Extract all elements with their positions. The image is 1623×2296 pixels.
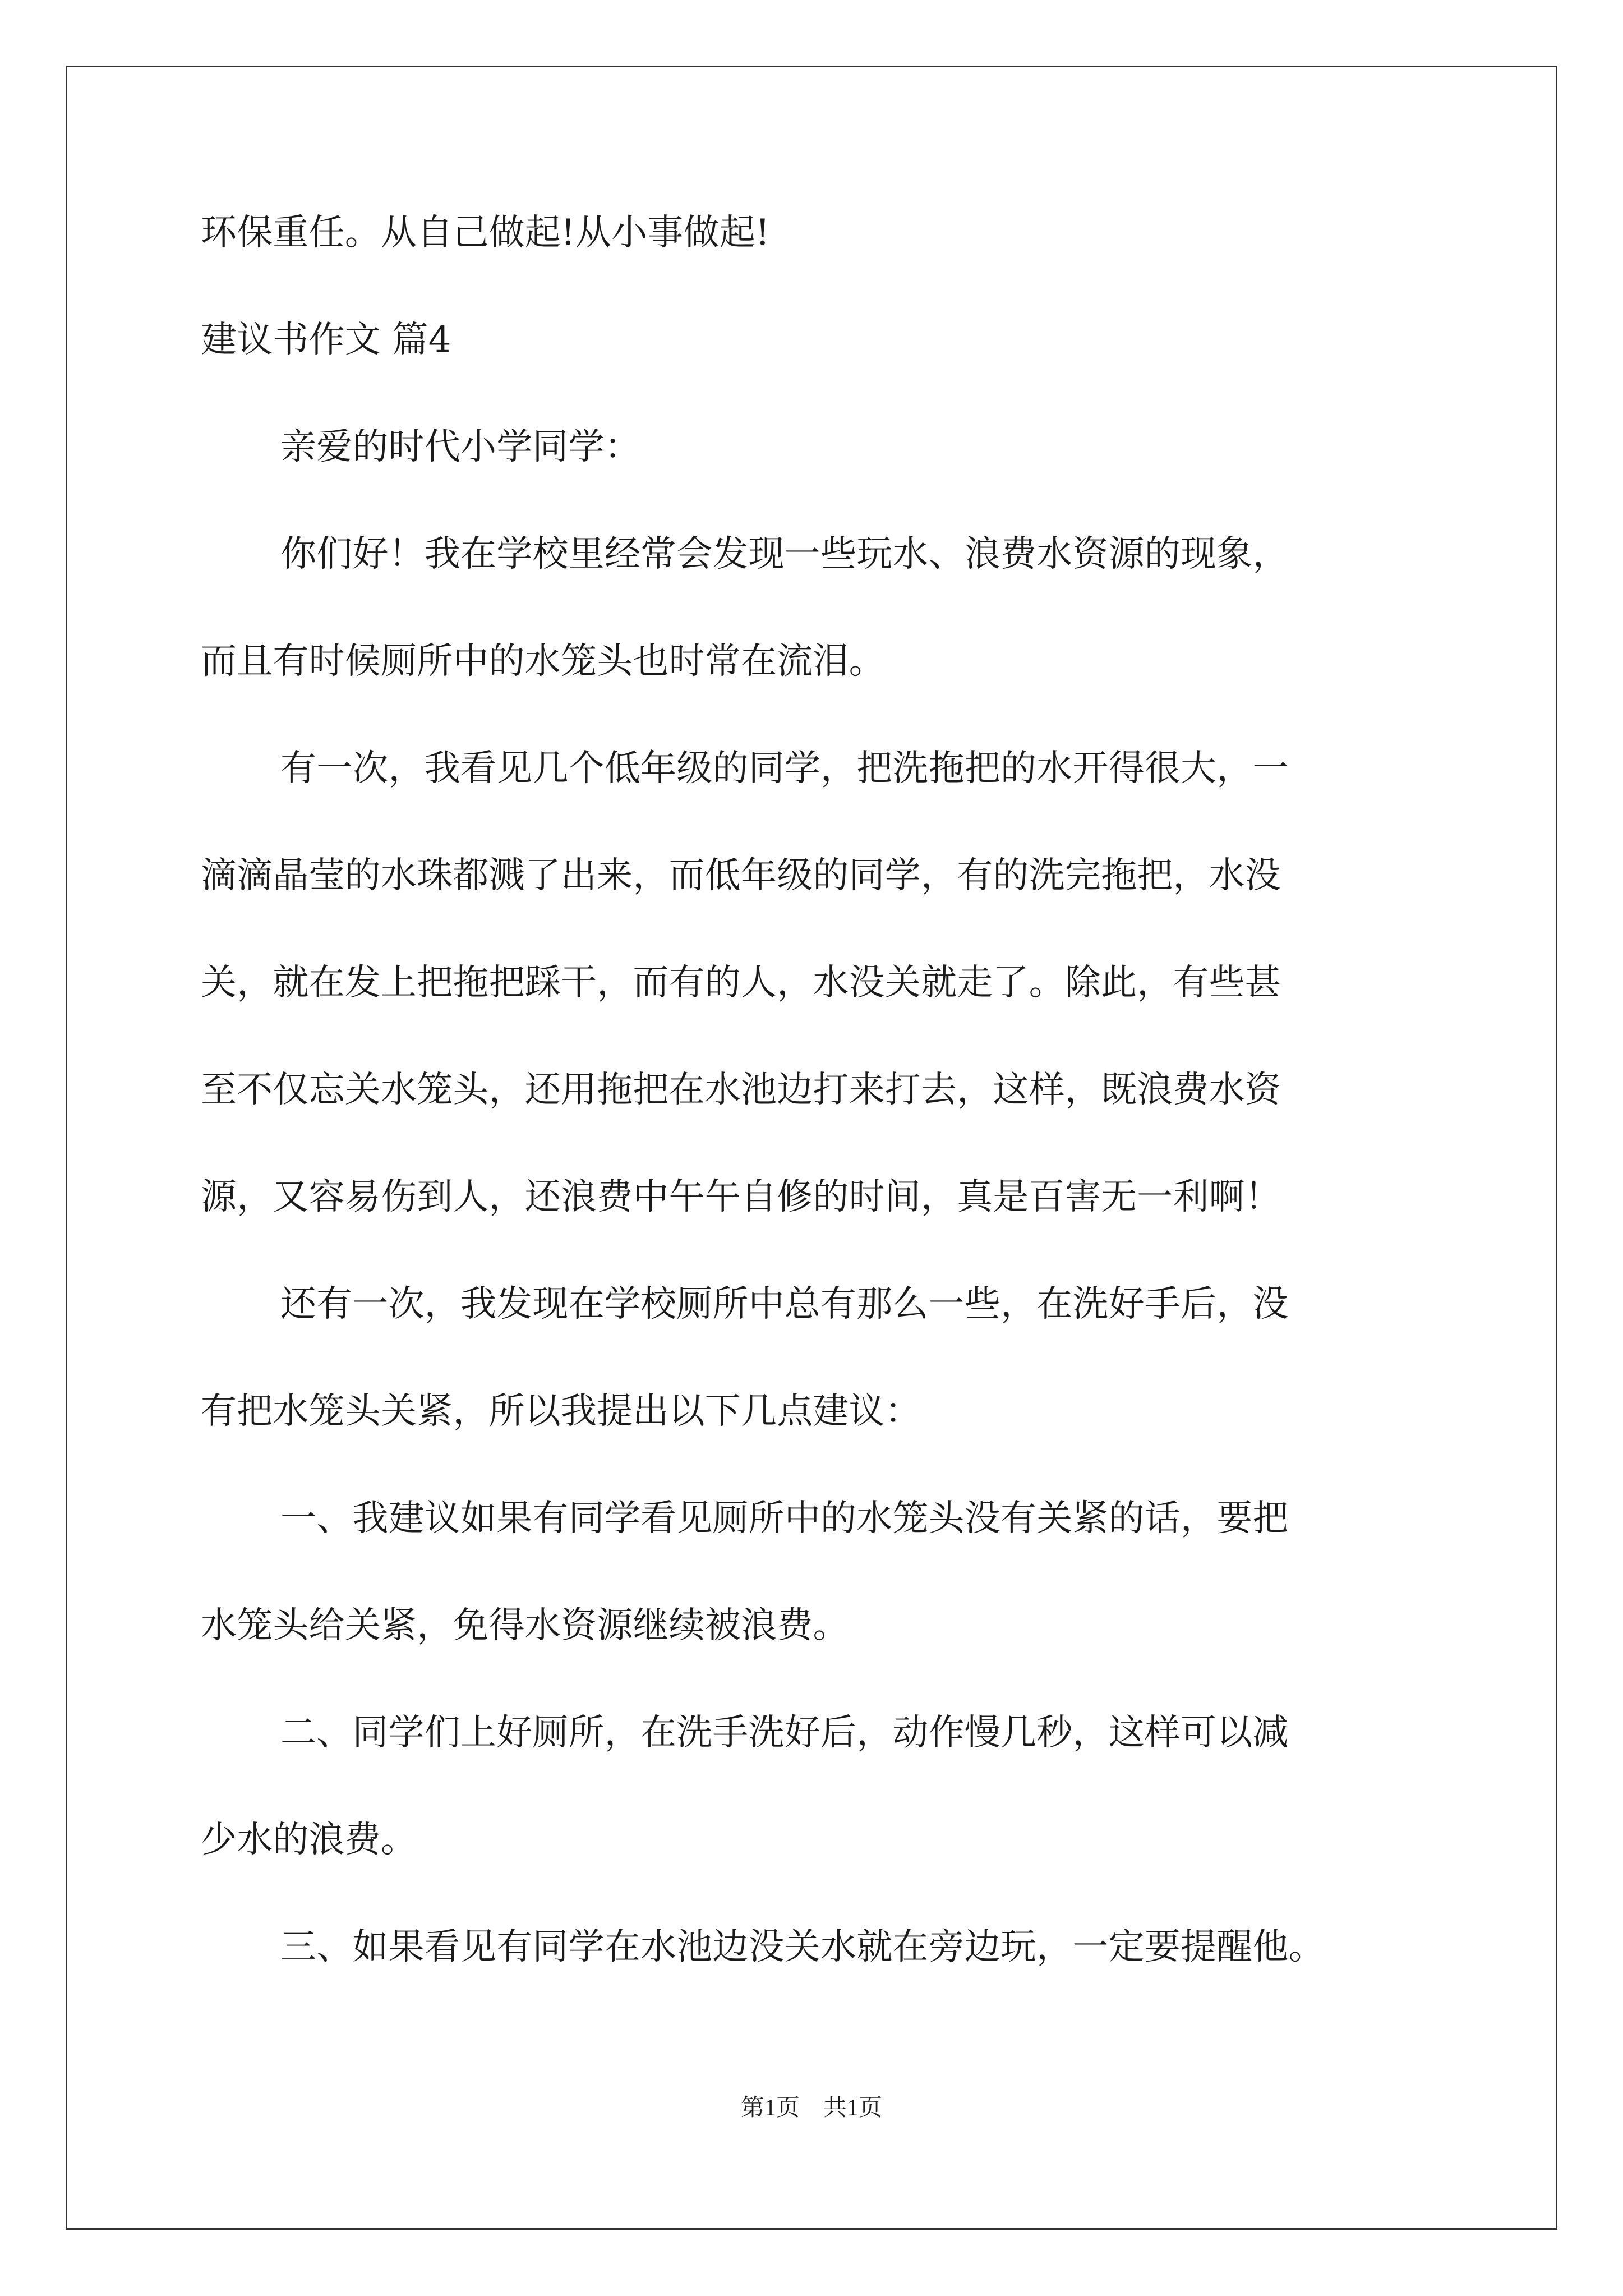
paragraph-line: 源，又容易伤到人，还浪费中午午自修的时间，真是百害无一利啊！ [201,1176,1281,1218]
paragraph-line: 有一次，我看见几个低年级的同学，把洗拖把的水开得很大，一 [280,748,1289,789]
suggestion-2-cont: 少水的浪费。 [201,1819,417,1861]
salutation: 亲爱的时代小学同学： [280,426,640,468]
suggestion-3: 三、如果看见有同学在水池边没关水就在旁边玩，一定要提醒他。 [280,1926,1325,1968]
suggestion-2: 二、同学们上好厕所，在洗手洗好后，动作慢几秒，这样可以减 [280,1712,1289,1754]
paragraph-line: 至不仅忘关水笼头，还用拖把在水池边打来打去，这样，既浪费水资 [201,1069,1281,1111]
page-footer: 第1页 共1页 [740,2095,882,2121]
paragraph-line: 有把水笼头关紧，所以我提出以下几点建议： [201,1391,921,1432]
paragraph-line: 你们好！我在学校里经常会发现一些玩水、浪费水资源的现象， [280,533,1289,575]
section-heading: 建议书作文 篇4 [201,319,451,361]
paragraph-line: 关，就在发上把拖把踩干，而有的人，水没关就走了。除此，有些甚 [201,962,1281,1004]
suggestion-1: 一、我建议如果有同学看见厕所中的水笼头没有关紧的话，要把 [280,1498,1289,1539]
text-line: 环保重任。从自己做起!从小事做起! [201,212,770,254]
page-border [66,66,1557,2230]
paragraph-line: 而且有时候厕所中的水笼头也时常在流泪。 [201,641,885,682]
paragraph-line: 还有一次，我发现在学校厕所中总有那么一些，在洗好手后，没 [280,1283,1289,1325]
paragraph-line: 滴滴晶莹的水珠都溅了出来，而低年级的同学，有的洗完拖把，水没 [201,855,1281,896]
suggestion-1-cont: 水笼头给关紧，免得水资源继续被浪费。 [201,1605,849,1646]
